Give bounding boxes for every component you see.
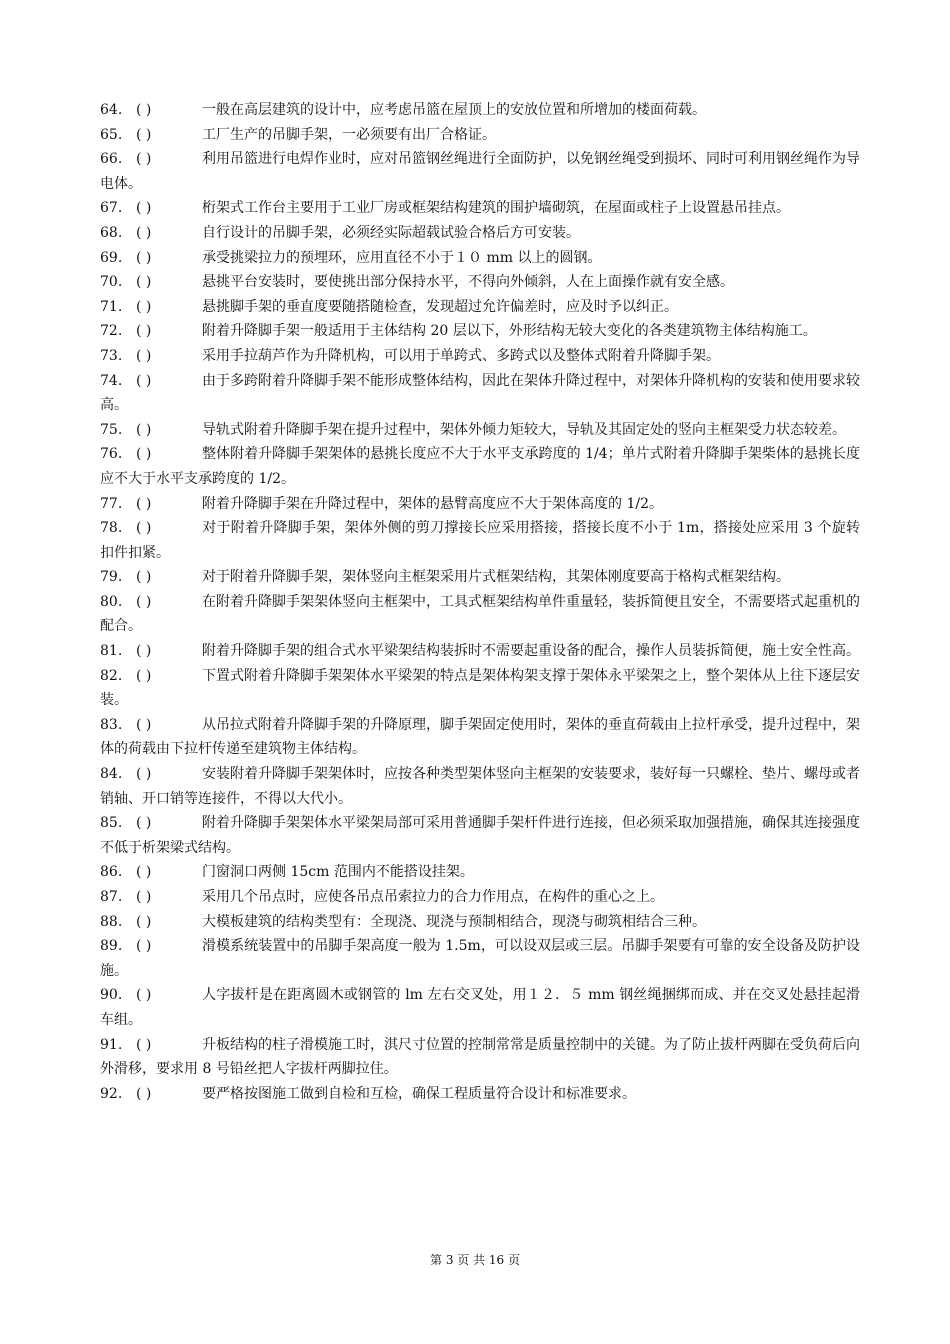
question-number: 79.: [100, 569, 123, 586]
answer-blank[interactable]: ( ): [136, 224, 152, 241]
answer-blank[interactable]: ( ): [136, 667, 152, 684]
question-item: [100, 418, 860, 443]
question-text: 导轨式附着升降脚手架在提升过程中，架体外倾力矩较大，导轨及其固定处的竖向主框架受力状态较差。: [202, 421, 846, 438]
question-text: 对于附着升降脚手架，架体竖向主框架采用片式框架结构，其架体刚度要高于格构式框架结构。: [202, 569, 790, 586]
question-item: [100, 295, 860, 320]
question-item: [100, 762, 860, 811]
answer-blank[interactable]: ( ): [136, 298, 152, 315]
answer-blank[interactable]: ( ): [136, 151, 152, 168]
answer-blank[interactable]: ( ): [136, 323, 152, 340]
question-text: 要严格按图施工做到自检和互检，确保工程质量符合设计和标准要求。: [202, 1085, 636, 1102]
question-item: [100, 1082, 860, 1107]
question-item: [100, 147, 860, 196]
question-item: [100, 639, 860, 664]
question-text: 大模板建筑的结构类型有：全现浇、现浇与预制相结合，现浇与砌筑相结合三种。: [202, 913, 706, 930]
question-number: 71.: [100, 298, 123, 315]
question-number: 64.: [100, 102, 123, 118]
question-text: 工厂生产的吊脚手架，一必须要有出厂合格证。: [202, 126, 496, 143]
question-item: [100, 221, 860, 246]
answer-blank[interactable]: ( ): [136, 643, 152, 660]
answer-blank[interactable]: ( ): [136, 766, 152, 783]
answer-blank[interactable]: ( ): [136, 274, 152, 291]
answer-blank[interactable]: ( ): [136, 1085, 152, 1102]
question-number: 87.: [100, 889, 123, 905]
question-number: 89.: [100, 938, 123, 955]
question-number: 72.: [100, 323, 123, 340]
question-item: [100, 983, 860, 1032]
question-number: 91.: [100, 1036, 123, 1053]
question-number: 81.: [100, 643, 123, 660]
question-item: [100, 713, 860, 762]
answer-blank[interactable]: ( ): [136, 913, 152, 930]
question-text: 承受挑梁拉力的预埋环，应用直径不小于１０ mm 以上的圆钢。: [202, 249, 602, 266]
question-text: 人字拔杆是在距离圆木或钢管的 lm 左右交叉处，用１２．５ mm 钢丝绳捆绑而成、并在交叉处悬挂起滑车组。: [100, 987, 860, 1028]
question-item: [100, 664, 860, 713]
answer-blank[interactable]: ( ): [136, 347, 152, 364]
question-item: [100, 565, 860, 590]
question-text: 附着升降脚手架的组合式水平梁架结构装拆时不需要起重设备的配合，操作人员装拆简便，施土安全性高。: [202, 643, 860, 660]
question-number: 78.: [100, 520, 123, 537]
question-text: 悬挑平台安装时，要使挑出部分保持水平，不得向外倾斜，人在上面操作就有安全感。: [202, 274, 734, 291]
question-number: 90.: [100, 987, 123, 1004]
answer-blank[interactable]: ( ): [136, 889, 152, 905]
answer-blank[interactable]: ( ): [136, 126, 152, 143]
question-item: [100, 492, 860, 517]
answer-blank[interactable]: ( ): [136, 569, 152, 586]
question-number: 80.: [100, 593, 123, 610]
question-text: 一般在高层建筑的设计中，应考虑吊篮在屋顶上的安放位置和所增加的楼面荷载。: [202, 102, 706, 118]
question-item: [100, 811, 860, 860]
question-item: [100, 934, 860, 983]
question-item: [100, 516, 860, 565]
question-number: 88.: [100, 913, 123, 930]
question-text: 采用几个吊点时，应使各吊点吊索拉力的合力作用点，在构件的重心之上。: [202, 889, 664, 905]
question-number: 65.: [100, 126, 123, 143]
answer-blank[interactable]: ( ): [136, 200, 152, 217]
question-number: 85.: [100, 815, 123, 832]
answer-blank[interactable]: ( ): [136, 421, 152, 438]
question-number: 73.: [100, 347, 123, 364]
question-text: 门窗洞口两侧 15cm 范围内不能搭设挂架。: [202, 864, 474, 881]
question-text: 升板结构的柱子滑模施工时，淇尺寸位置的控制常常是质量控制中的关键。为了防止拔杆两脚在受负荷后向外滑移，要求用 8 号铅丝把人字拔杆两脚拉住。: [100, 1036, 860, 1078]
question-text: 悬挑脚手架的垂直度要随搭随检查，发现超过允许偏差时，应及时予以纠正。: [202, 298, 678, 315]
question-item: [100, 885, 860, 910]
question-number: 74.: [100, 372, 123, 389]
answer-blank[interactable]: ( ): [136, 1036, 152, 1053]
answer-blank[interactable]: ( ): [136, 495, 152, 512]
question-item: [100, 123, 860, 148]
answer-blank[interactable]: ( ): [136, 864, 152, 881]
question-text: 自行设计的吊脚手架，必须经实际超载试验合格后方可安装。: [202, 224, 580, 241]
question-item: [100, 196, 860, 221]
question-text: 在附着升降脚手架架体竖向主框架中，工具式框架结构单件重量轻，装拆简便且安全，不需要塔式起重机的配合。: [100, 593, 860, 635]
question-number: 84.: [100, 766, 123, 783]
question-text: 利用吊篮进行电焊作业时，应对吊篮钢丝绳进行全面防护，以免钢丝绳受到损坏、同时可利用钢丝绳作为导电体。: [100, 151, 860, 192]
question-number: 82.: [100, 667, 123, 684]
question-item: [100, 246, 860, 271]
question-item: [100, 910, 860, 935]
question-text: 对于附着升降脚手架，架体外侧的剪刀撑接长应采用搭接，搭接长度不小于 1m，搭接处应采用 3 个旋转扣件扣紧。: [100, 520, 860, 561]
question-text: 由于多跨附着升降脚手架不能形成整体结构，因此在架体升降过程中，对架体升降机构的安装和使用要求较高。: [100, 372, 860, 414]
answer-blank[interactable]: ( ): [136, 938, 152, 955]
question-item: [100, 319, 860, 344]
question-number: 68.: [100, 224, 123, 241]
answer-blank[interactable]: ( ): [136, 446, 152, 463]
question-text: 滑模系统装置中的吊脚手架高度一般为 1.5m，可以设双层或三层。吊脚手架要有可靠的安全设备及防护设施。: [100, 938, 860, 979]
question-text: 采用手拉葫芦作为升降机构，可以用于单跨式、多跨式以及整体式附着升降脚手架。: [202, 347, 720, 364]
question-number: 67.: [100, 200, 123, 217]
answer-blank[interactable]: ( ): [136, 593, 152, 610]
question-number: 86.: [100, 864, 123, 881]
answer-blank[interactable]: ( ): [136, 372, 152, 389]
question-text: 安装附着升降脚手架架体时，应按各种类型架体竖向主框架的安装要求，装好每一只螺栓、垫片、螺母或者销轴、开口销等连接件，不得以大代小。: [100, 766, 860, 807]
question-item: [100, 1033, 860, 1082]
question-item: [100, 98, 860, 123]
answer-blank[interactable]: ( ): [136, 249, 152, 266]
answer-blank[interactable]: ( ): [136, 815, 152, 832]
question-text: 附着升降脚手架在升降过程中，架体的悬臂高度应不大于架体高度的 1/2。: [202, 495, 663, 512]
question-list: [100, 98, 860, 1106]
question-number: 92.: [100, 1085, 123, 1102]
page-footer: 第 3 页 共 16 页: [430, 1253, 520, 1267]
question-number: 77.: [100, 495, 123, 512]
answer-blank[interactable]: ( ): [136, 716, 152, 733]
question-text: 附着升降脚手架一般适用于主体结构 20 层以下，外形结构无较大变化的各类建筑物主体结构施工。: [202, 323, 817, 340]
question-number: 70.: [100, 274, 123, 291]
question-number: 69.: [100, 249, 123, 266]
question-text: 从吊拉式附着升降脚手架的升降原理，脚手架固定使用时，架体的垂直荷载由上拉杆承受，提升过程中，架体的荷载由下拉杆传递至建筑物主体结构。: [100, 716, 860, 758]
question-item: [100, 344, 860, 369]
answer-blank[interactable]: ( ): [136, 102, 152, 118]
question-text: 整体附着升降脚手架架体的悬挑长度应不大于水平支承跨度的 1/4；单片式附着升降脚手架柴体的悬挑长度应不大于水平支承跨度的 1/2。: [100, 446, 860, 487]
question-number: 75.: [100, 421, 123, 438]
question-item: [100, 270, 860, 295]
question-number: 76.: [100, 446, 123, 463]
question-number: 66.: [100, 151, 123, 168]
question-item: [100, 590, 860, 639]
question-item: [100, 369, 860, 418]
question-item: [100, 860, 860, 885]
question-number: 83.: [100, 716, 123, 733]
question-item: [100, 442, 860, 491]
answer-blank[interactable]: ( ): [136, 520, 152, 537]
answer-blank[interactable]: ( ): [136, 987, 152, 1004]
question-text: 附着升降脚手架架体水平梁架局部可采用普通脚手架杆件进行连接，但必须采取加强措施，确保其连接强度不低于析架梁式结构。: [100, 815, 860, 856]
question-text: 下置式附着升降脚手架架体水平梁架的特点是架体构架支撑于架体永平梁架之上，整个架体从上往下逐层安装。: [100, 667, 860, 709]
question-text: 桁架式工作台主要用于工业厂房或框架结构建筑的围护墙砌筑，在屋面或柱子上设置悬吊挂点。: [202, 200, 790, 217]
